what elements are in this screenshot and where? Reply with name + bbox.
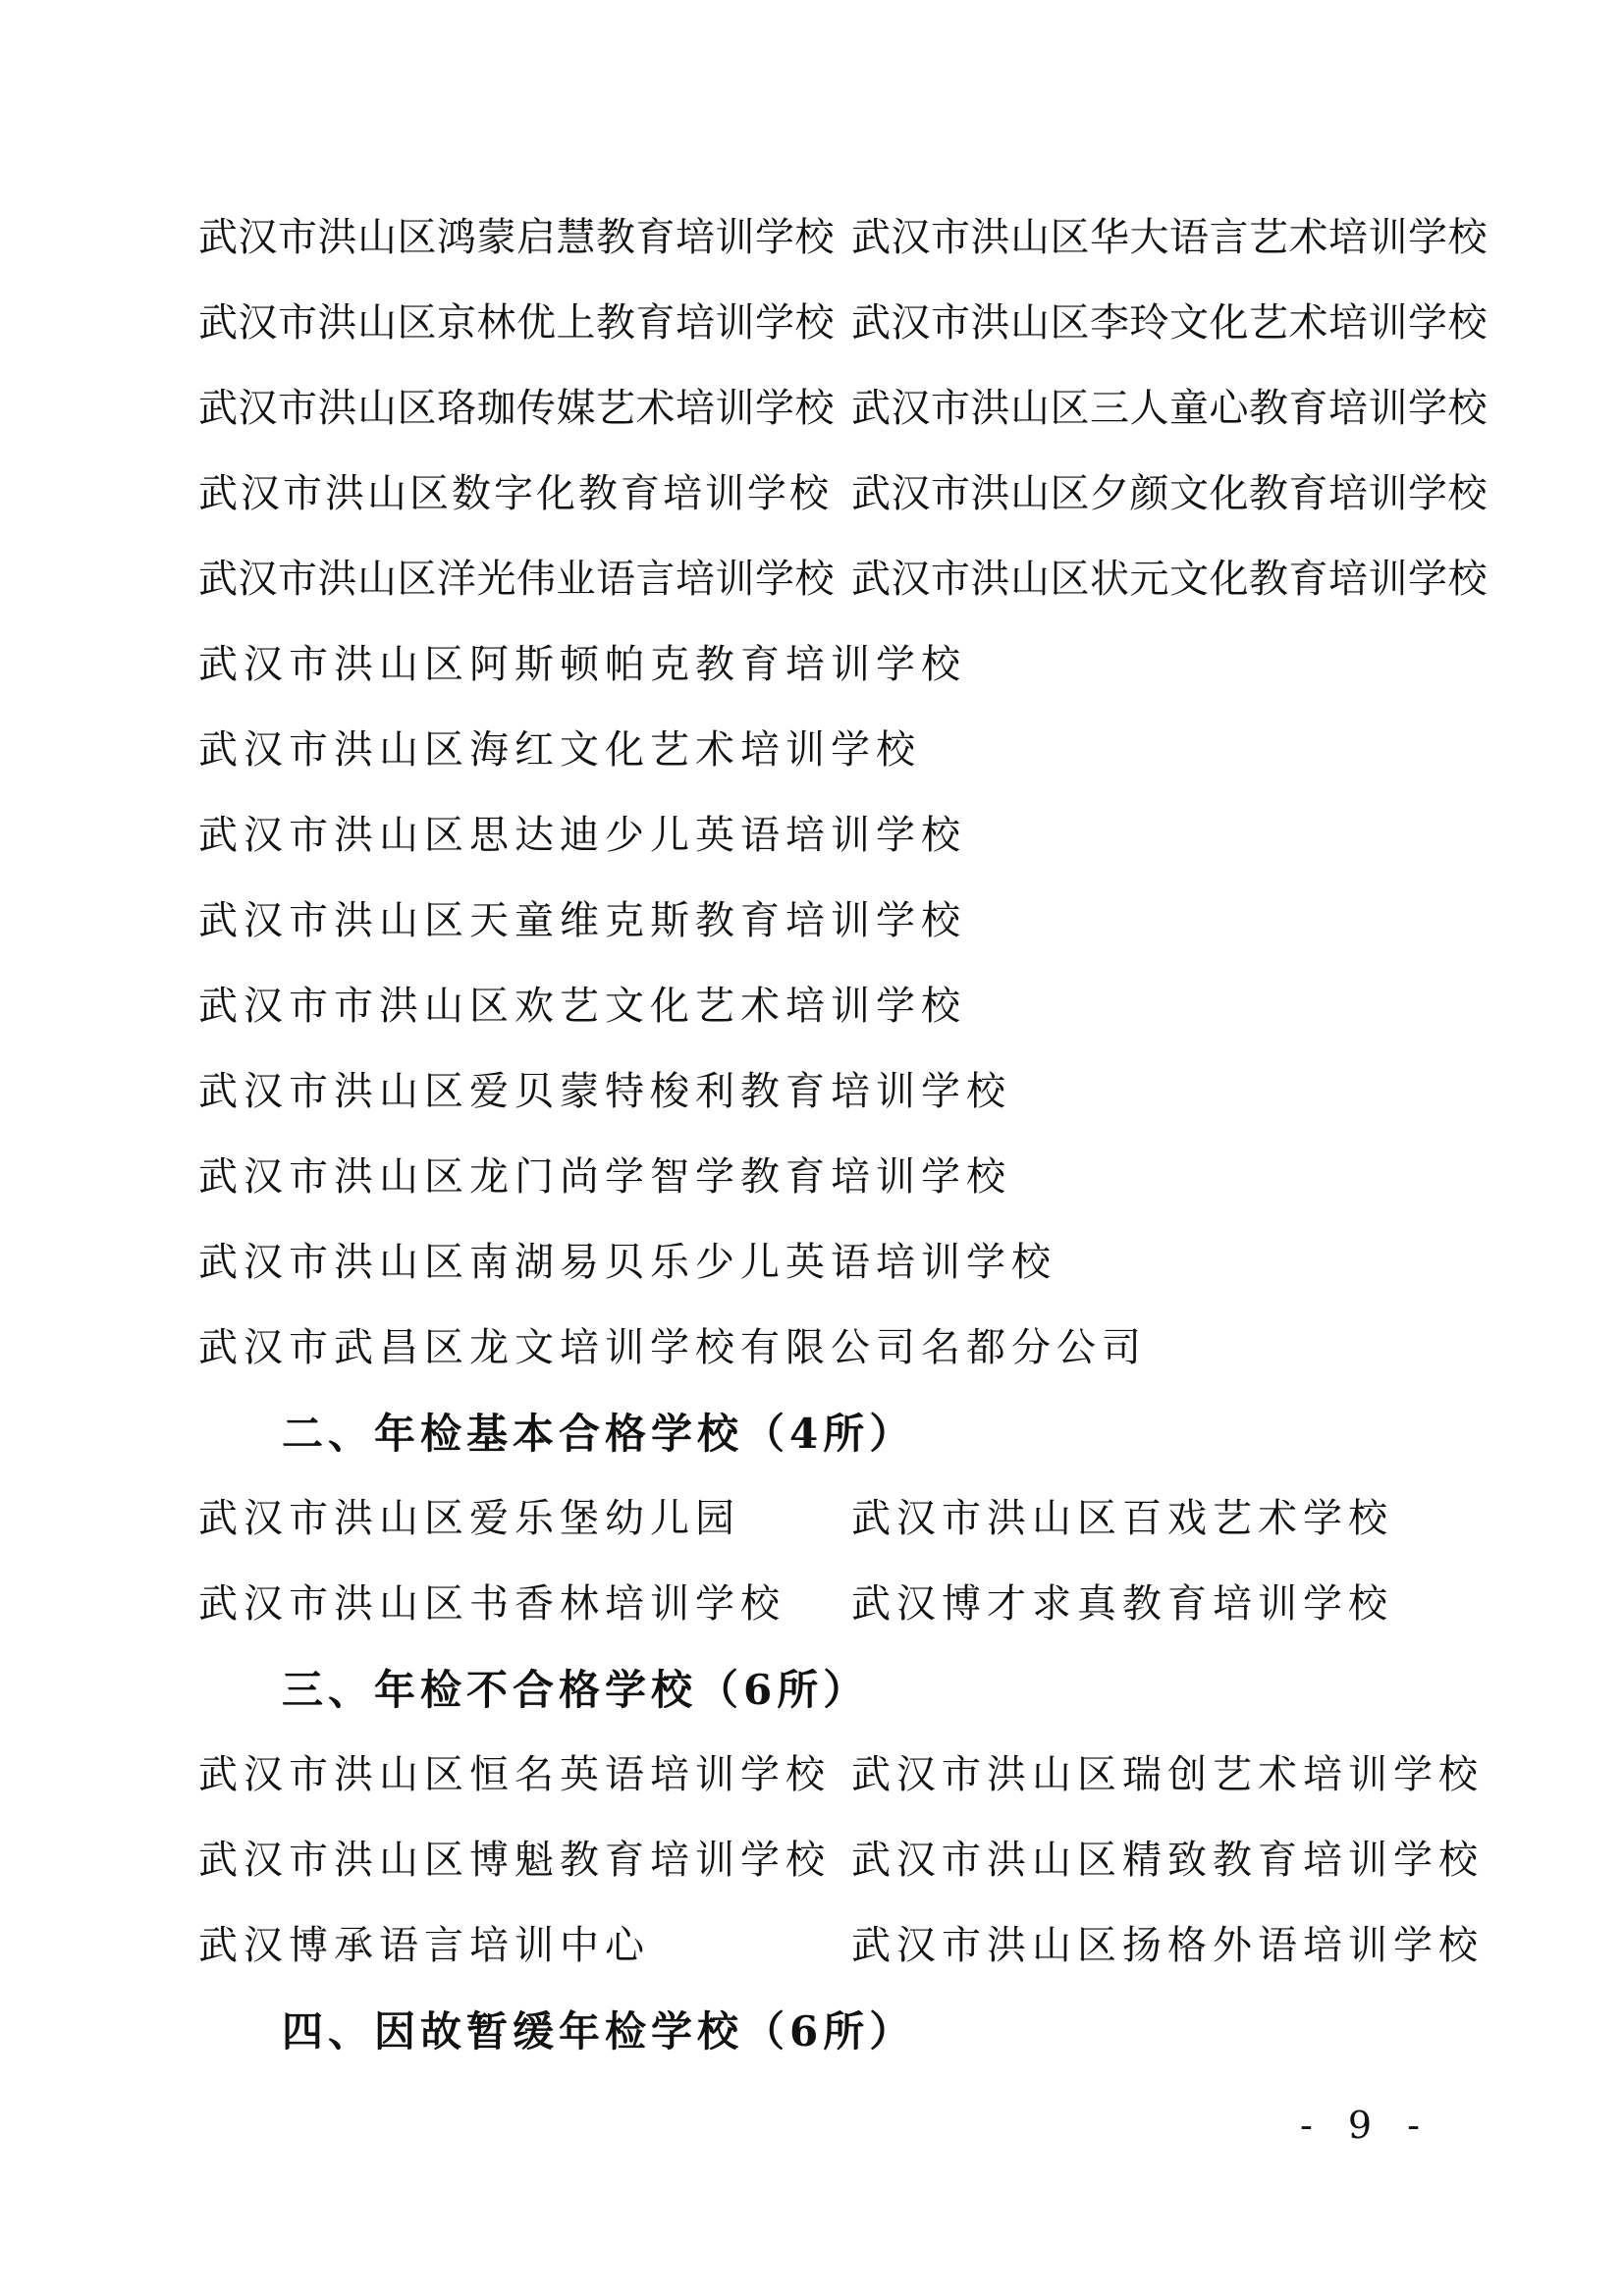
school-name: 武汉市洪山区珞珈传媒艺术培训学校 bbox=[198, 386, 835, 431]
section-heading: 四、因故暂缓年检学校（6所） bbox=[282, 2007, 916, 2056]
school-name: 武汉市洪山区爱贝蒙特梭利教育培训学校 bbox=[198, 1069, 1011, 1114]
school-name: 武汉市洪山区恒名英语培训学校 bbox=[198, 1752, 831, 1797]
school-name: 武汉市洪山区三人童心教育培训学校 bbox=[851, 386, 1488, 431]
page-number: - 9 - bbox=[1299, 2104, 1432, 2147]
school-name: 武汉市市洪山区欢艺文化艺术培训学校 bbox=[198, 984, 966, 1029]
school-name: 武汉市洪山区阿斯顿帕克教育培训学校 bbox=[198, 642, 966, 687]
school-name: 武汉市洪山区书香林培训学校 bbox=[198, 1581, 785, 1627]
school-name: 武汉市洪山区博魁教育培训学校 bbox=[198, 1838, 831, 1883]
school-name: 武汉市洪山区精致教育培训学校 bbox=[851, 1838, 1484, 1883]
school-name: 武汉市洪山区数字化教育培训学校 bbox=[198, 471, 832, 516]
school-name: 武汉市洪山区天童维克斯教育培训学校 bbox=[198, 898, 966, 943]
section-heading: 二、年检基本合格学校（4所） bbox=[282, 1410, 916, 1458]
school-name: 武汉市洪山区百戏艺术学校 bbox=[851, 1496, 1393, 1541]
school-name: 武汉市洪山区瑞创艺术培训学校 bbox=[851, 1752, 1484, 1797]
school-name: 武汉市洪山区华大语言艺术培训学校 bbox=[851, 215, 1488, 260]
school-name: 武汉市洪山区洋光伟业语言培训学校 bbox=[198, 557, 835, 602]
school-name: 武汉市洪山区鸿蒙启慧教育培训学校 bbox=[198, 215, 835, 260]
school-name: 武汉市洪山区李玲文化艺术培训学校 bbox=[851, 300, 1488, 346]
school-name: 武汉博承语言培训中心 bbox=[198, 1923, 650, 1968]
school-name: 武汉市洪山区南湖易贝乐少儿英语培训学校 bbox=[198, 1240, 1056, 1285]
school-name: 武汉市洪山区京林优上教育培训学校 bbox=[198, 300, 835, 346]
school-name: 武汉市洪山区状元文化教育培训学校 bbox=[851, 557, 1488, 602]
school-name: 武汉市洪山区扬格外语培训学校 bbox=[851, 1923, 1484, 1968]
school-name: 武汉市洪山区龙门尚学智学教育培训学校 bbox=[198, 1154, 1011, 1200]
school-name: 武汉市洪山区夕颜文化教育培训学校 bbox=[851, 471, 1488, 516]
school-name: 武汉市洪山区爱乐堡幼儿园 bbox=[198, 1496, 740, 1541]
school-name: 武汉市武昌区龙文培训学校有限公司名都分公司 bbox=[198, 1325, 1147, 1370]
school-name: 武汉市洪山区海红文化艺术培训学校 bbox=[198, 727, 921, 773]
school-name: 武汉市洪山区思达迪少儿英语培训学校 bbox=[198, 813, 966, 858]
school-name: 武汉博才求真教育培训学校 bbox=[851, 1581, 1393, 1627]
section-heading: 三、年检不合格学校（6所） bbox=[282, 1666, 870, 1714]
